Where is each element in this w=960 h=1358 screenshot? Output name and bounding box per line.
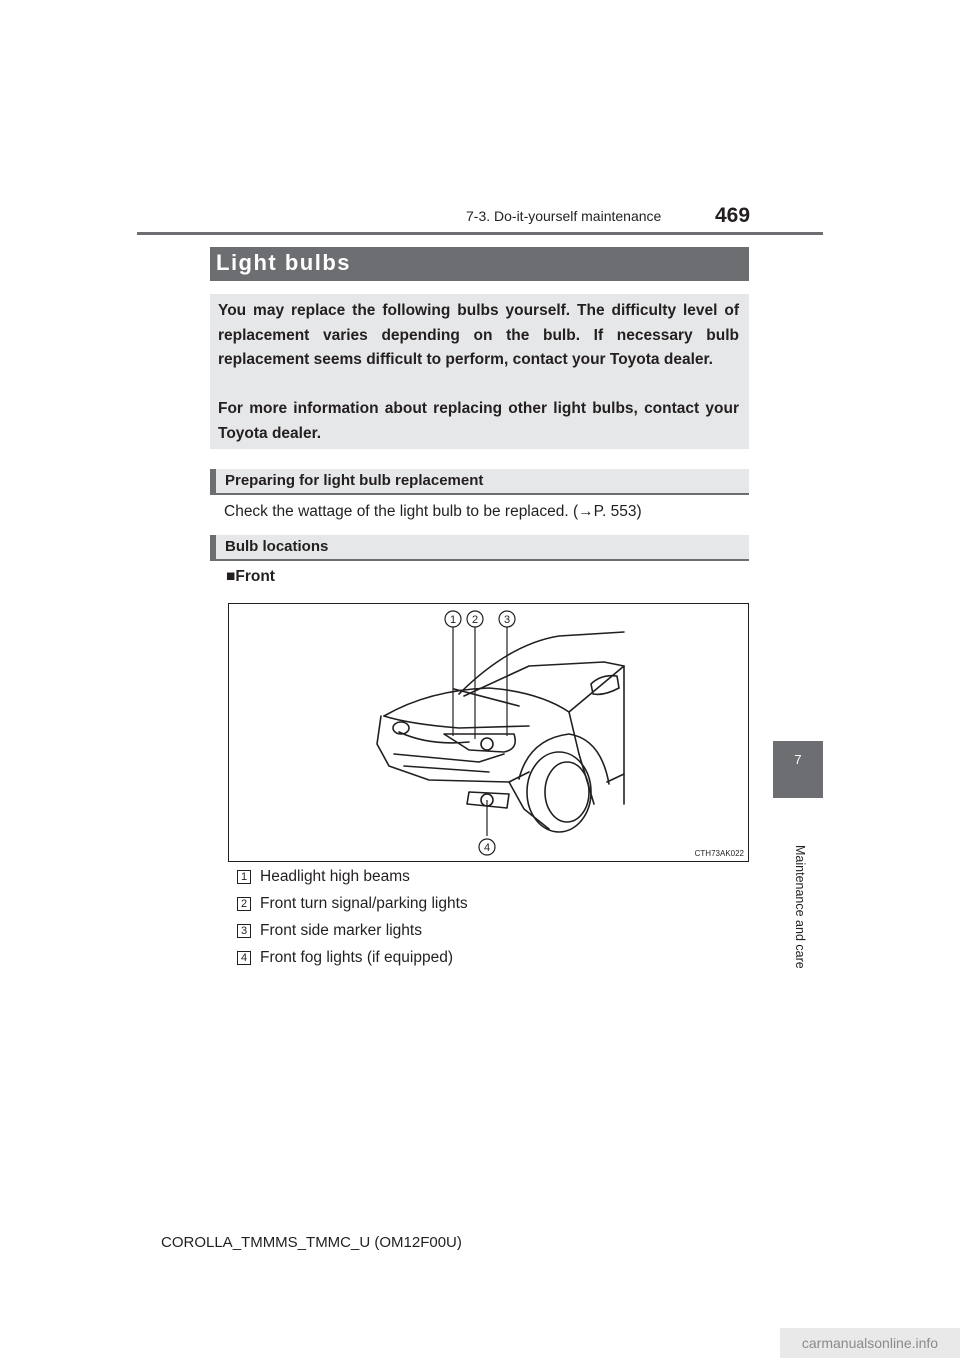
front-subheading: ■Front — [226, 568, 275, 585]
intro-paragraph: You may replace the following bulbs yourself. The difficulty level of replacement varies depending on the bulb. If necessary bulb replacement seems difficult to perform, contact your Toyota dealer. — [218, 302, 739, 368]
preparing-heading — [210, 469, 749, 495]
legend-number: 1 — [237, 870, 251, 884]
legend-text: Front turn signal/parking lights — [260, 895, 468, 912]
legend-text: Front fog lights (if equipped) — [260, 949, 453, 966]
heading-bar — [210, 535, 216, 561]
intro-paragraph: For more information about replacing other light bulbs, contact your Toyota dealer. — [218, 400, 739, 442]
legend-number: 4 — [237, 951, 251, 965]
legend-text: Headlight high beams — [260, 868, 410, 885]
car-front-illustration — [228, 603, 749, 862]
page-title: Light bulbs — [216, 250, 352, 275]
section-label: 7-3. Do-it-yourself maintenance — [466, 208, 662, 224]
callout-4: 4 — [483, 842, 491, 854]
footer-code: COROLLA_TMMMS_TMMC_U (OM12F00U) — [161, 1234, 462, 1251]
chapter-label: Maintenance and care — [793, 845, 807, 969]
callout-1: 1 — [449, 614, 457, 626]
bulb-locations-heading — [210, 535, 749, 561]
legend-text: Front side marker lights — [260, 922, 422, 939]
chapter-number: 7 — [794, 752, 802, 767]
bulb-locations-heading-label: Bulb locations — [225, 538, 329, 555]
callout-2: 2 — [471, 614, 479, 626]
car-illustration-svg — [229, 604, 748, 861]
callout-3: 3 — [503, 614, 511, 626]
preparing-heading-label: Preparing for light bulb replacement — [225, 472, 484, 489]
legend-number: 2 — [237, 897, 251, 911]
header-rule — [137, 232, 823, 235]
page-number: 469 — [715, 204, 751, 227]
watermark: carmanualsonline.info — [780, 1328, 960, 1358]
heading-bar — [210, 469, 216, 495]
figure-code: CTH73AK022 — [694, 849, 744, 858]
chapter-tab — [773, 741, 823, 798]
legend-number: 3 — [237, 924, 251, 938]
preparing-text: Check the wattage of the light bulb to be replaced. (→P. 553) — [224, 503, 642, 520]
